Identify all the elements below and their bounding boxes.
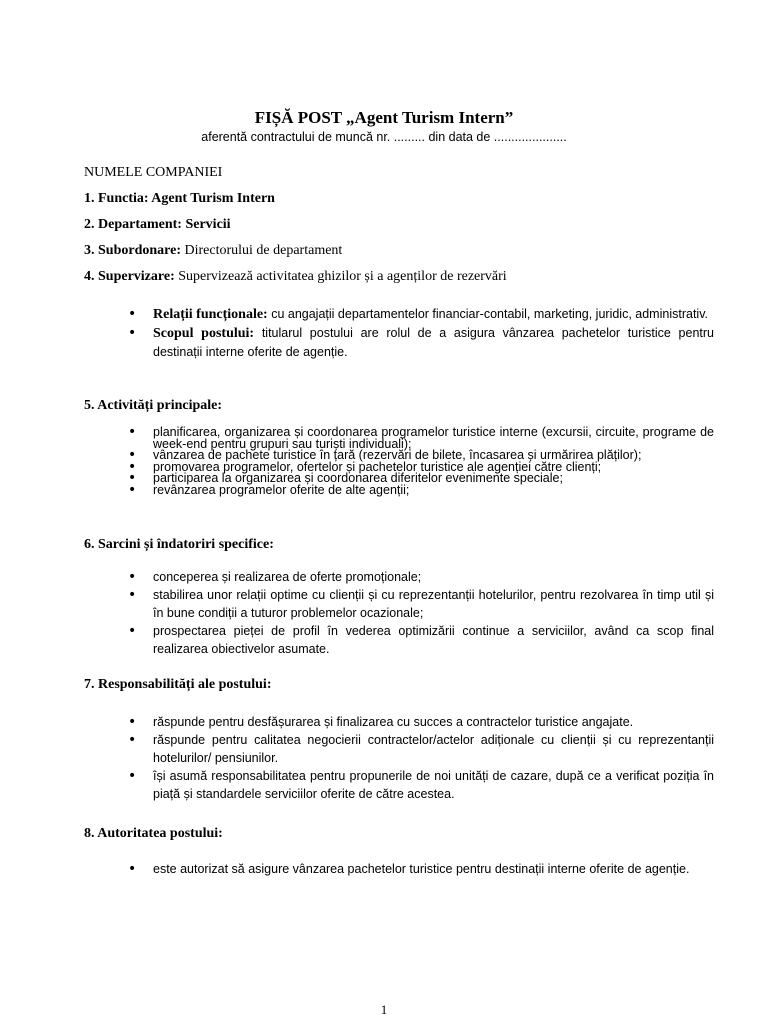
- list-item-text: cu angajații departamentelor financiar-contabil, marketing, juridic, administrativ.: [271, 307, 708, 321]
- section-heading-activitati: 5. Activități principale:: [84, 398, 223, 413]
- list-item: • conceperea și realizarea de oferte promoționale;: [128, 568, 714, 586]
- list-item: • promovarea programelor, ofertelor și pachetelor turistice ale agenției către clienți;: [128, 462, 714, 474]
- list-item: • este autorizat să asigure vânzarea pachetelor turistice pentru destinații interne oferite de agenție.: [128, 860, 714, 878]
- list-item: • stabilirea unor relații optime cu clienții și cu reprezentanții hotelurilor, pentru rezolvarea în timp util și în bune condiții a tuturor problemelor ocazionale;: [128, 586, 714, 622]
- field-subordonare-label: 3. Subordonare:: [84, 243, 181, 258]
- activitati-list: [128, 427, 714, 496]
- list-item: • vânzarea de pachete turistice în țară (rezervări de bilete, încasarea și urmărirea plăților);: [128, 450, 714, 462]
- field-departament: 2. Departament: Servicii: [84, 217, 231, 232]
- field-functia: 1. Functia: Agent Turism Intern: [84, 191, 275, 206]
- field-supervizare: [84, 267, 507, 287]
- responsabilitati-list: [128, 713, 714, 803]
- list-item: • planificarea, organizarea și coordonarea programelor turistice interne (excursii, circuite, programe de week-end pentru grupuri sau turiști individuali);: [128, 427, 714, 450]
- document-subtitle: aferentă contractului de muncă nr. ......... din data de .....................: [201, 130, 567, 144]
- company-name: NUMELE COMPANIEI: [84, 165, 223, 180]
- page-number: 1: [380, 1002, 388, 1017]
- autoritate-list: [128, 860, 714, 878]
- relations-list: [128, 305, 714, 361]
- list-item: [128, 305, 714, 324]
- field-subordonare-value: Directorului de departament: [184, 243, 343, 258]
- section-heading-autoritate: 8. Autoritatea postului:: [84, 826, 223, 841]
- sarcini-list: [128, 568, 714, 658]
- list-item: • răspunde pentru desfășurarea și finalizarea cu succes a contractelor turistice angajate.: [128, 713, 714, 731]
- section-heading-sarcini: 6. Sarcini și îndatoriri specifice:: [84, 537, 274, 552]
- document-header: [0, 107, 768, 145]
- list-item: • răspunde pentru calitatea negocierii contractelor/actelor adiționale cu clienții și cu reprezentanții hotelurilor/ pensiunilor.: [128, 731, 714, 767]
- list-item: [128, 324, 714, 361]
- field-supervizare-label: 4. Supervizare:: [84, 269, 175, 284]
- field-subordonare: [84, 241, 342, 261]
- section-heading-responsabilitati: 7. Responsabilități ale postului:: [84, 677, 272, 692]
- document-title: FIȘĂ POST „Agent Turism Intern”: [254, 108, 514, 127]
- list-item: • prospectarea pieței de profil în vederea optimizării continue a serviciilor, având ca scop final realizarea obiectivelor asumate.: [128, 622, 714, 658]
- list-item-label: Relații funcționale:: [153, 307, 268, 322]
- list-item: • revânzarea programelor oferite de alte agenții;: [128, 485, 714, 497]
- list-item: • participarea la organizarea și coordonarea diferitelor evenimente speciale;: [128, 473, 714, 485]
- list-item-text: titularul postului are rolul de a asigura vânzarea pachetelor turistice pentru destinații interne oferite de agenție.: [153, 326, 714, 359]
- list-item-label: Scopul postului:: [153, 326, 255, 341]
- list-item: • își asumă responsabilitatea pentru propunerile de noi unități de cazare, după ce a verificat poziția în piață și standardele serviciilor oferite de către acestea.: [128, 767, 714, 803]
- field-supervizare-value: Supervizează activitatea ghizilor și a agenților de rezervări: [178, 269, 507, 284]
